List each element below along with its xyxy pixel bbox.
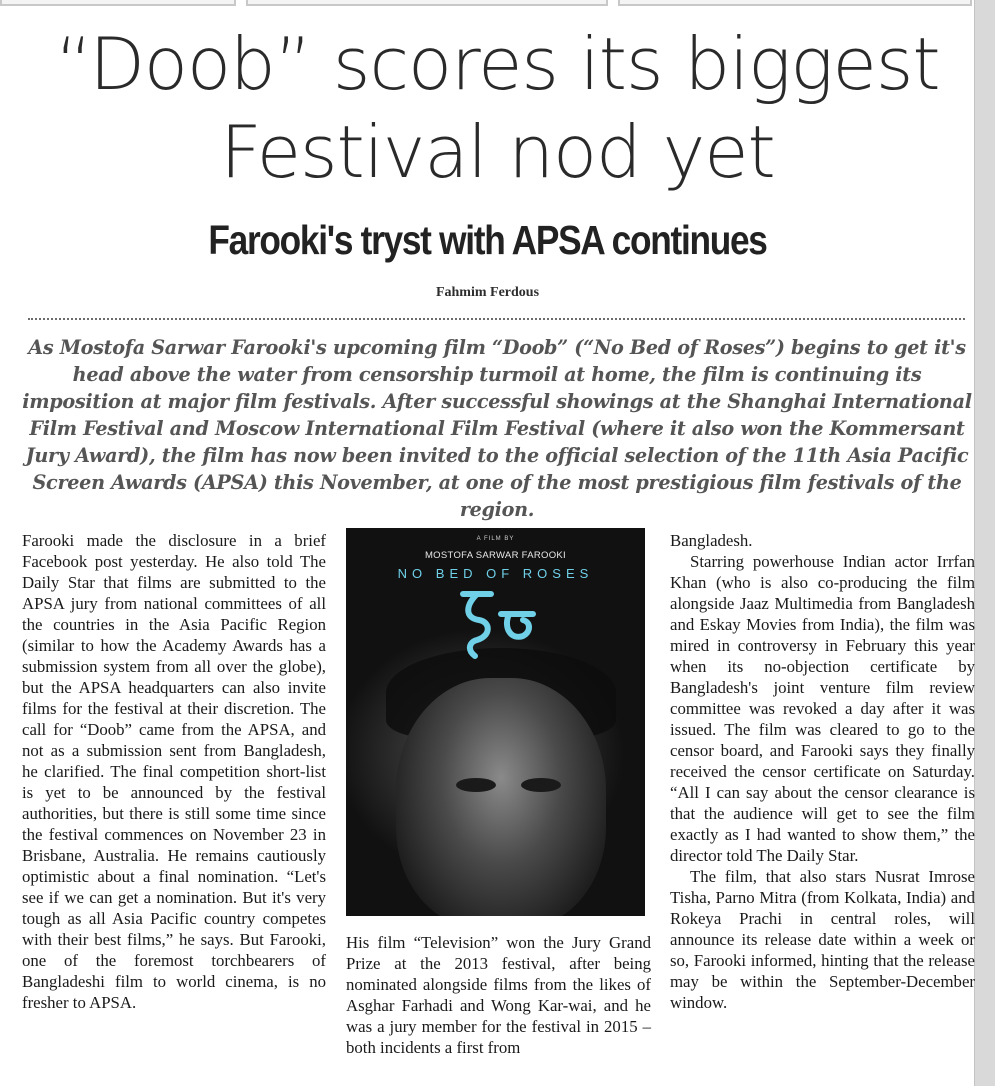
article-column-1	[22, 530, 326, 1013]
column-1-paragraph: Farooki made the disclosure in a brief Facebook post yesterday. He also told The Daily Star that films are submitted to the APSA jury from national committees of all the countries in the Asia Pacific Region (similar to how the Academy Awards has a submission system from all over the globe), but the APSA headquarters can also invite films for the festival at their discretion. The call for “Doob” came from the APSA, and not as a submission sent from Bangladesh, he clarified. The final competition short-list is yet to be announced by the festival authorities, but there is still some time since the festival commences on November 23 in Brisbane, Australia. He remains cautiously optimistic about a final nomination. “Let's see if we can get a nomination. But it's very tough as all Asia Pacific country competes with their best films,” he says. But Farooki, one of the foremost torchbearers of Bangladeshi film to world cinema, is no fresher to APSA.	[22, 531, 326, 1012]
poster-eye-left	[456, 778, 496, 792]
subheadline: Farooki's tryst with APSA continues	[208, 217, 767, 263]
column-3-continuation: Bangladesh.	[670, 531, 753, 550]
dotted-divider	[28, 318, 965, 320]
column-3-paragraph-1: Starring powerhouse Indian actor Irrfan Khan (who is also co-producing the film alongside Jaaz Multimedia from Bangladesh and Eskay Movies from India), the film was mired in controversy in February this year when its no-objection certificate by Bangladesh's joint venture film review committee was revoked a day after it was issued. The film was cleared to go to the censor board, and Farooki says they finally received the censor certificate on Saturday. “All I can say about the censor clearance is that the audience will get to see the film exactly as I had wanted to show them,” the director told The Daily Star.	[670, 552, 975, 865]
poster-director-name: MOSTOFA SARWAR FAROOKI	[424, 550, 567, 561]
column-3-paragraph-2: The film, that also stars Nusrat Imrose Tisha, Parno Mitra (from Kolkata, India) and Rokeya Prachi in central roles, will announce its release date within a week or so, Farooki informed, hinting that the release may be within the September-December window.	[670, 867, 975, 1012]
film-poster-image	[346, 528, 645, 916]
vertical-scrollbar[interactable]	[974, 0, 995, 1086]
headline-line-2: Festival nod yet	[220, 110, 775, 194]
author-byline: Fahmim Ferdous	[435, 285, 540, 300]
poster-face	[396, 678, 606, 916]
poster-eye-right	[521, 778, 561, 792]
top-box-left	[0, 0, 236, 6]
article-column-2	[346, 932, 651, 1058]
intro-paragraph: As Mostofa Sarwar Farooki's upcoming film “Doob” (“No Bed of Roses”) begins to get it's head above the water from censorship turmoil at home, the film is continuing its imposition at major film festivals. After successful showings at the Shanghai International Film Festival and Moscow International Film Festival (where it also won the Kommersant Jury Award), the film has now been invited to the official selection of the 11th Asia Pacific Screen Awards (APSA) this November, at one of the most prestigious film festivals of the region.	[22, 336, 972, 521]
headline-line-1: “Doob” scores its biggest	[55, 22, 940, 106]
top-edge-boxes	[0, 0, 975, 6]
poster-a-film-by: A FILM BY	[476, 536, 515, 542]
column-2-paragraph: His film “Television” won the Jury Grand Prize at the 2013 festival, after being nominated alongside films from the likes of Asghar Farhadi and Wong Kar-wai, and he was a jury member for the festival in 2015 – both incidents a first from	[346, 933, 651, 1057]
article-column-3	[670, 530, 975, 1013]
headline	[20, 20, 975, 196]
poster-english-title: NO BED OF ROSES	[397, 566, 594, 581]
top-box-center	[246, 0, 608, 6]
top-box-right	[618, 0, 972, 6]
poster-bengali-title-logo	[451, 584, 541, 664]
